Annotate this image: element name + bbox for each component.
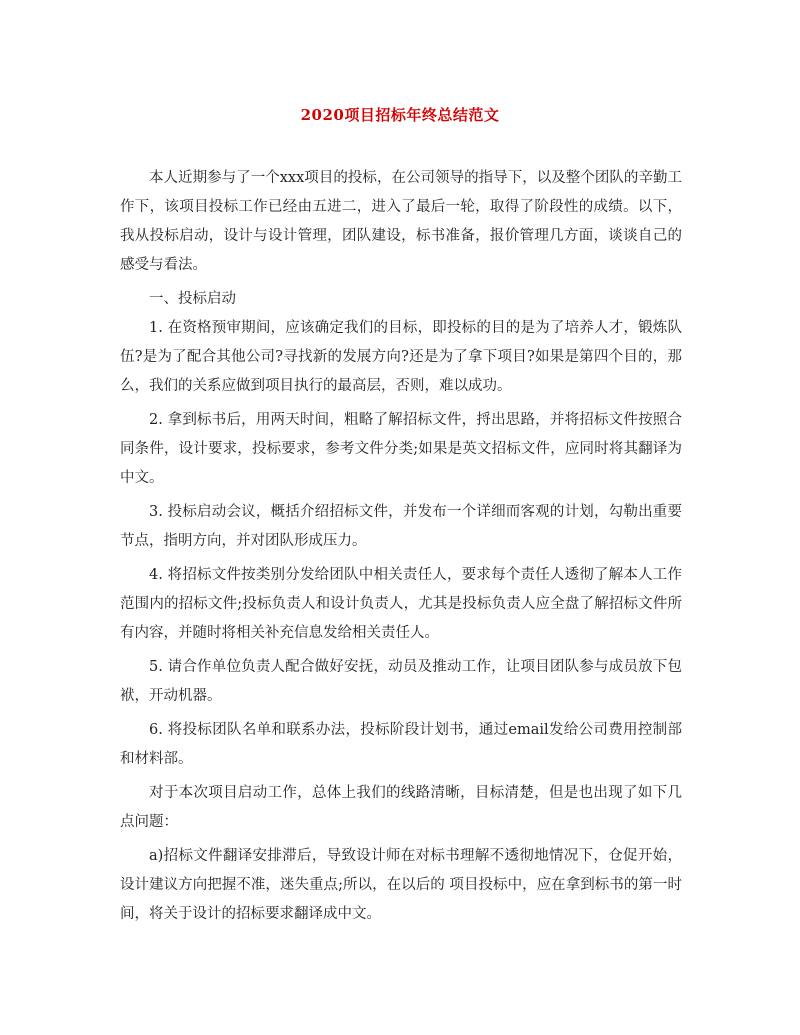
document-body <box>120 164 682 934</box>
list-item-2: 2. 拿到标书后，用两天时间，粗略了解招标文件，捋出思路，并将招标文件按照合同条件，设计要求，投标要求，参考文件分类;如果是英文招标文件，应同时将其翻译为中文。 <box>120 412 682 486</box>
document-title: 2020项目招标年终总结范文 <box>300 106 500 124</box>
section-heading: 一、投标启动 <box>149 291 236 307</box>
issue-item-a: a)招标文件翻译安排滞后，导致设计师在对标书理解不透彻地情况下，仓促开始，设计建议方向把握不准，迷失重点;所以，在以后的 项目投标中，应在拿到标书的第一时间，将关于设计的招标要求翻译成中文。 <box>120 848 682 922</box>
list-item-4: 4. 将招标文件按类别分发给团队中相关责任人，要求每个责任人透彻了解本人工作范围内的招标文件;投标负责人和设计负责人，尤其是投标负责人应全盘了解招标文件所有内容，并随时将相关补充信息发给相关责任人。 <box>120 567 682 641</box>
list-item-5: 5. 请合作单位负责人配合做好安抚，动员及推动工作，让项目团队参与成员放下包袱，开动机器。 <box>120 659 682 704</box>
paragraph-intro: 本人近期参与了一个xxx项目的投标，在公司领导的指导下，以及整个团队的辛勤工作下，该项目投标工作已经由五进二，进入了最后一轮，取得了阶段性的成绩。以下，我从投标启动，设计与设计管理，团队建设，标书准备，报价管理几方面，谈谈自己的感受与看法。 <box>120 170 682 273</box>
list-item-3: 3. 投标启动会议，概括介绍招标文件，并发布一个详细而客观的计划，勾勒出重要节点，指明方向，并对团队形成压力。 <box>120 504 682 549</box>
list-item-1: 1. 在资格预审期间，应该确定我们的目标，即投标的目的是为了培养人才，锻炼队伍?是为了配合其他公司?寻找新的发展方向?还是为了拿下项目?如果是第四个目的，那么，我们的关系应做到项目执行的最高层，否则，难以成功。 <box>120 320 682 394</box>
list-item-6: 6. 将投标团队名单和联系办法，投标阶段计划书，通过email发给公司费用控制部和材料部。 <box>120 722 682 767</box>
paragraph-summary: 对于本次项目启动工作，总体上我们的线路清晰，目标清楚，但是也出现了如下几点问题： <box>120 785 682 830</box>
